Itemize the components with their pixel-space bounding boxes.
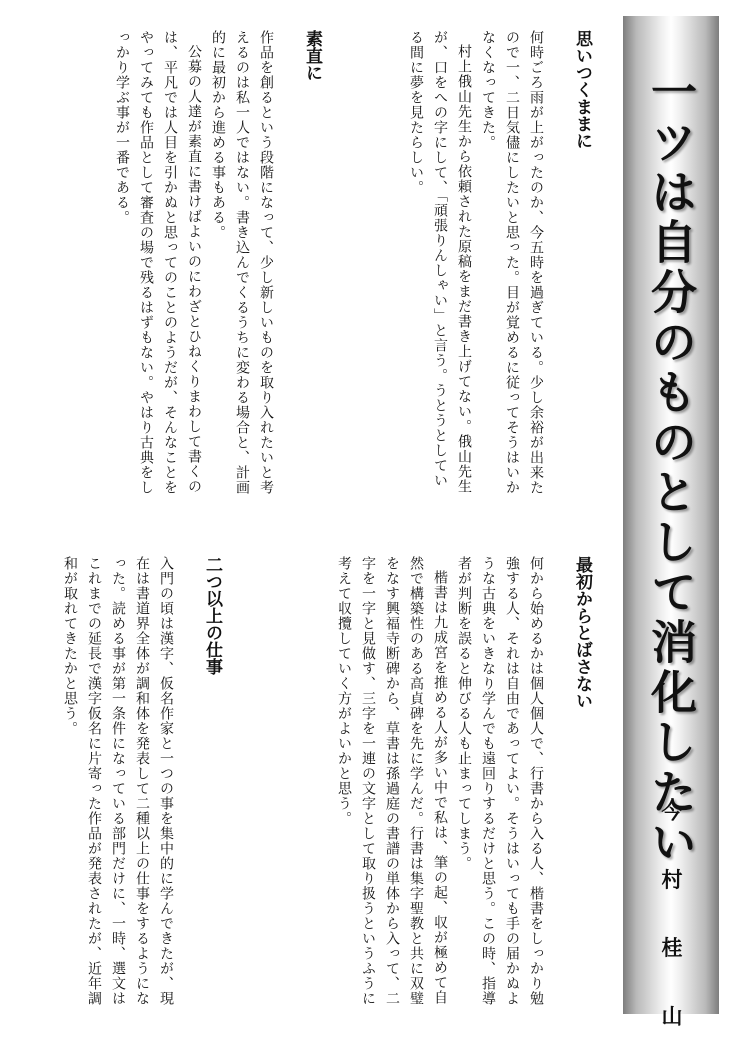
section-heading: 思いつくままに <box>572 30 592 149</box>
paragraph: 楷書は九成宮を推める人が多い中で私は、筆の起、収が極めて自然で構築性のある高貞碑を先に学んだ。行書は集字聖教と共に双璧をなす興福寺断碑から、草書は孫過庭の書譜の単体から入って、二字を一字と見做す、三字を一連の文字として取り扱うというふうに考えて収攬していく方がよいかと思う。 <box>336 556 448 1006</box>
section-heading: 二つ以上の仕事 <box>202 556 222 675</box>
section-omoitsukumamani <box>336 30 596 500</box>
paragraph: 作品を創るという段階になって、少し新しいものを取り入れたいと考えるのは私一人ではない。書き込んでくるうちに変わる場合と、計画的に最初から進める事もある。 <box>210 30 274 495</box>
article-title: 一ツは自分のものとして消化したい <box>644 68 698 868</box>
paragraph: 公募の人達が素直に書けばよいのにわざとひねくりまわして書くのは、平凡では人目を引かぬと思ってのことのようだが、そんなことをやってみても作品として審査の場で残るはずもない。やはり古典をしっかり学ぶ事が一番である。 <box>114 30 202 495</box>
paragraph: 村上俄山先生から依頼された原稿をまだ書き上げてない。俄山先生が、口をへの字にして、「頑張りんしゃい」と言う。うとうとしている間に夢を見たらしい。 <box>408 30 472 494</box>
paragraph: 入門の頃は漢字、仮名作家と一つの事を集中的に学んできたが、現在は書道界全体が調和体を発表して二種以上の仕事をするようになった。読める事が第一条件になっている部門だけに、一時、選文はこれまでの延長で漢字仮名に片寄った作品が発表されたが、近年調和が取れてきたかと思う。 <box>62 556 174 1006</box>
section-futatsu-ijou-no-shigoto <box>16 556 226 1016</box>
paragraph: 何から始めるかは個人個人で、行書から入る人、楷書をしっかり勉強する人、それは自由であってよい。そうはいっても手の届かぬような古典をいきなり学んでも遠回りするだけと思う。この時、指導者が判断を誤ると伸びる人も止まってしまう。 <box>456 556 544 1006</box>
section-sunaoni <box>16 30 326 500</box>
paragraph: 何時ごろ雨が上がったのか、今五時を過ぎている。少し余裕が出来たので一、二日気儘にしたいと思った。目が覚めるに従ってそうはいかなくなってきた。 <box>480 30 544 495</box>
author-name: 今 村 桂 山 <box>659 800 683 1046</box>
section-heading: 最初からとばさない <box>572 556 592 709</box>
section-heading: 素直に <box>302 30 322 81</box>
section-saisho-kara-tobasanai <box>236 556 596 1016</box>
